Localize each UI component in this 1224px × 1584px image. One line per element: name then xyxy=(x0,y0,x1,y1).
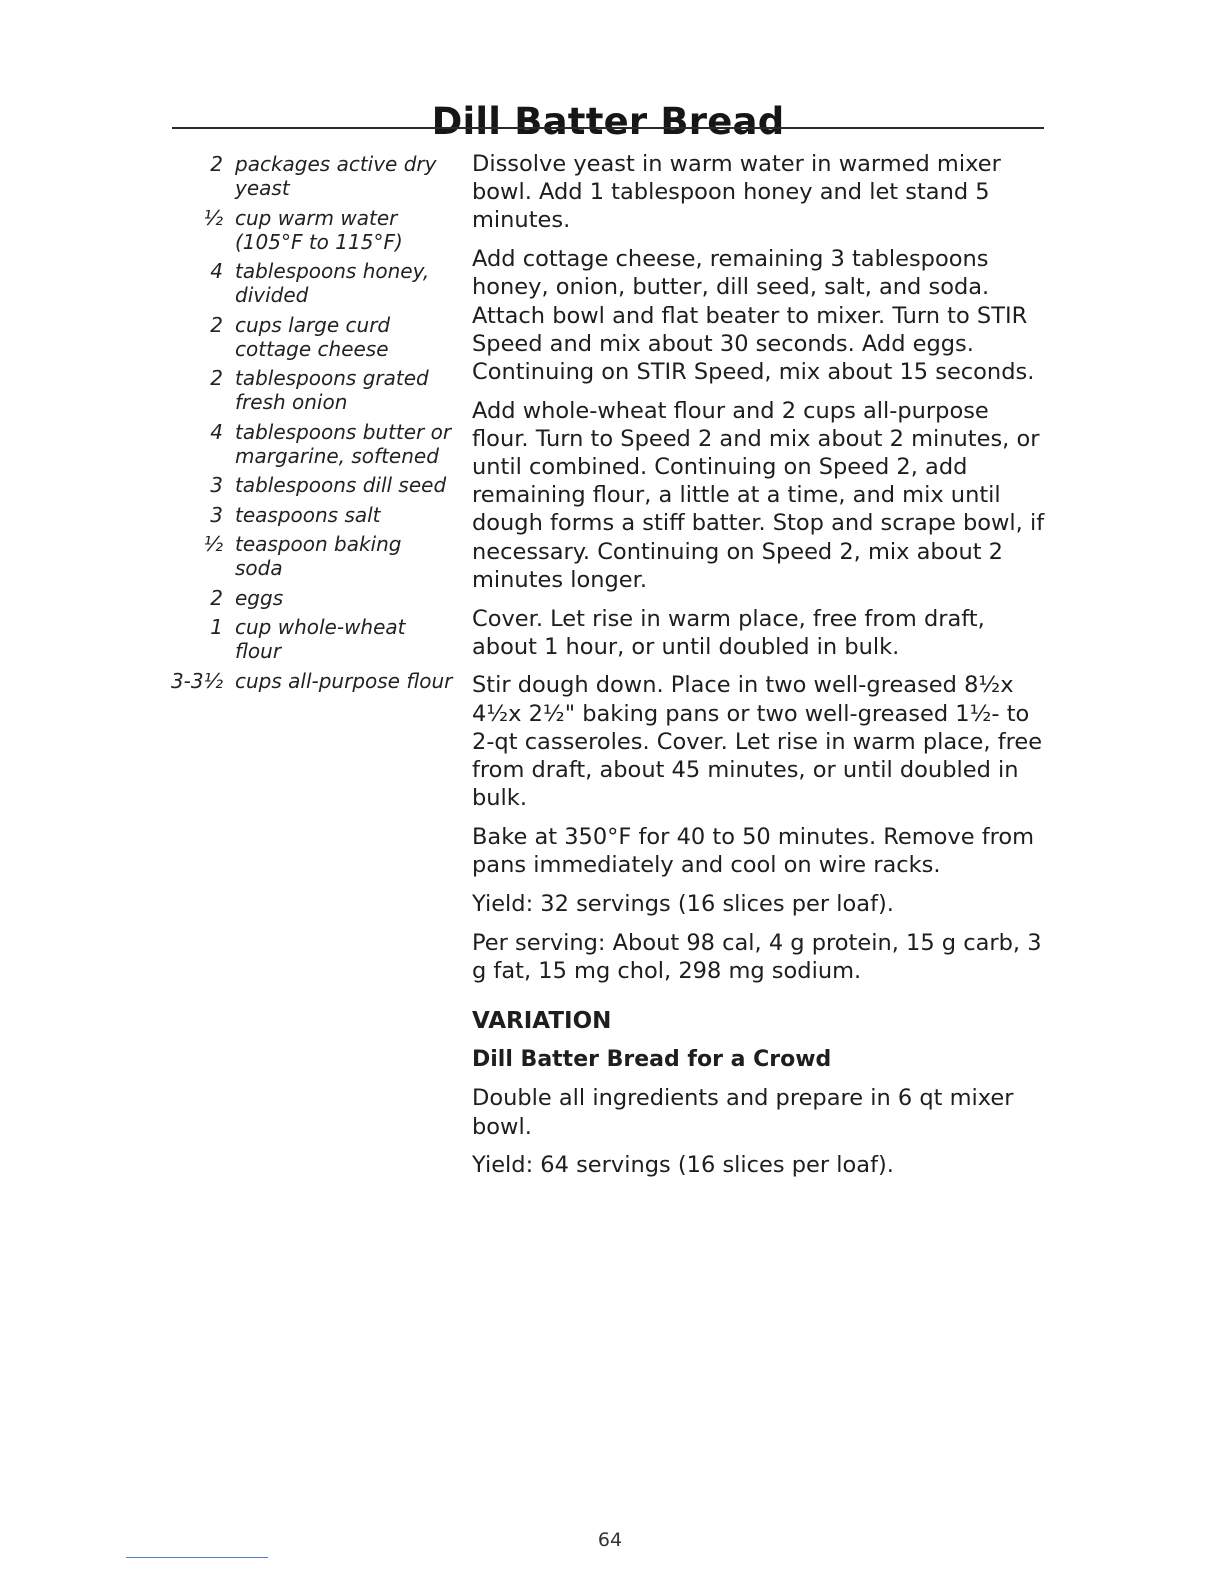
ingredient-text: eggs xyxy=(235,585,284,610)
ingredient-quantity: ½ xyxy=(203,532,223,556)
ingredient-text: cups all-purpose flour xyxy=(235,668,453,693)
ingredient-quantity: 4 xyxy=(210,419,223,444)
ingredient-text: tablespoons butter or margarine, softened xyxy=(235,419,452,468)
ingredient-text: cups large curd cottage cheese xyxy=(235,312,391,361)
ingredient-quantity: 1 xyxy=(210,615,223,639)
ingredient-quantity: 4 xyxy=(210,259,223,283)
ingredient-item xyxy=(165,313,455,361)
ingredient-text: tablespoons grated fresh onion xyxy=(235,366,429,414)
ingredient-quantity: ½ xyxy=(203,205,223,230)
ingredient-quantity: 3-3½ xyxy=(170,668,223,693)
ingredient-item xyxy=(165,473,455,497)
ingredient-list xyxy=(165,152,455,698)
variation-yield: Yield: 64 servings (16 slices per loaf). xyxy=(472,1152,894,1179)
ingredient-item xyxy=(165,206,455,254)
yield-text: Yield: 32 servings (16 slices per loaf). xyxy=(472,890,894,917)
ingredient-quantity: 2 xyxy=(210,585,223,610)
method-step: Dissolve yeast in warm water in warmed mixer bowl. Add 1 tablespoon honey and let stand 5 minutes. xyxy=(472,151,1001,234)
footer-divider xyxy=(126,1557,268,1558)
ingredient-text: tablespoons dill seed xyxy=(235,473,447,497)
ingredient-quantity: 3 xyxy=(210,473,223,497)
variation-heading: VARIATION xyxy=(472,1007,612,1034)
ingredient-quantity: 3 xyxy=(210,502,223,527)
ingredient-item xyxy=(165,366,455,414)
method-step: Add whole-wheat flour and 2 cups all-purpose flour. Turn to Speed 2 and mix about 2 minutes, or until combined. Continuing on Speed 2, add remaining flour, a little at a time, and mix until dough forms a stiff batter. Stop and scrape bowl, if necessary. Continuing on Speed 2, mix about 2 minutes longer. xyxy=(472,397,1045,593)
variation-text: Double all ingredients and prepare in 6 qt mixer bowl. xyxy=(472,1085,1014,1140)
ingredient-text: teaspoon baking soda xyxy=(235,532,402,580)
method-step: Stir dough down. Place in two well-greased 8½x 4½x 2½" baking pans or two well-greased 1½- to 2-qt casseroles. Cover. Let rise in warm place, free from draft, about 45 minutes, or until doubled in bulk. xyxy=(472,672,1043,812)
ingredient-quantity: 2 xyxy=(210,366,223,390)
ingredient-item xyxy=(165,420,455,468)
ingredient-item xyxy=(165,615,455,663)
ingredient-text: cup whole-wheat flour xyxy=(235,615,406,663)
method-step: Bake at 350°F for 40 to 50 minutes. Remove from pans immediately and cool on wire racks. xyxy=(472,823,1035,879)
method-step: Add cottage cheese, remaining 3 tablespoons honey, onion, butter, dill seed, salt, and soda. Attach bowl and flat beater to mixer. Turn to STIR Speed and mix about 30 seconds. Add eggs. Continuing on STIR Speed, mix about 15 seconds. xyxy=(472,246,1035,385)
ingredient-item xyxy=(165,532,455,580)
ingredient-item xyxy=(165,152,455,200)
ingredient-text: tablespoons honey, divided xyxy=(235,259,430,307)
ingredient-item xyxy=(165,503,455,527)
method-column xyxy=(472,150,1052,1190)
page-title: Dill Batter Bread xyxy=(431,99,785,143)
page-number: 64 xyxy=(597,1529,623,1551)
ingredient-item xyxy=(165,259,455,307)
ingredient-quantity: 2 xyxy=(210,152,223,176)
ingredient-text: cup warm water (105°F to 115°F) xyxy=(235,205,403,254)
ingredient-item xyxy=(165,586,455,610)
title-divider xyxy=(172,127,1044,129)
ingredient-text: packages active dry yeast xyxy=(235,152,437,200)
method-step: Cover. Let rise in warm place, free from draft, about 1 hour, or until doubled in bulk. xyxy=(472,605,985,660)
ingredient-item xyxy=(165,669,455,693)
variation-title: Dill Batter Bread for a Crowd xyxy=(472,1047,832,1073)
nutrition-text: Per serving: About 98 cal, 4 g protein, 15 g carb, 3 g fat, 15 mg chol, 298 mg sodium. xyxy=(472,929,1042,984)
ingredient-text: teaspoons salt xyxy=(235,502,381,527)
ingredient-quantity: 2 xyxy=(210,312,223,337)
